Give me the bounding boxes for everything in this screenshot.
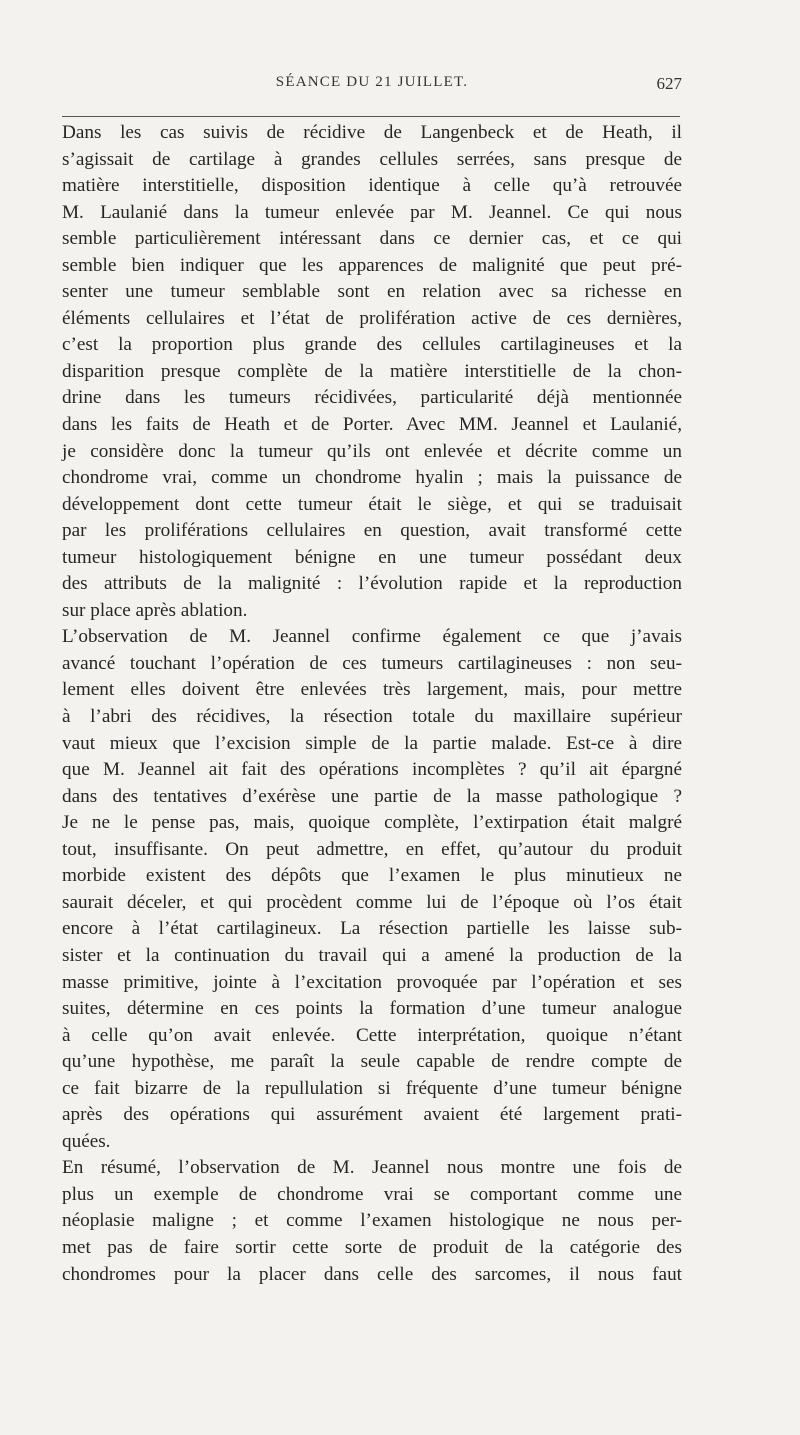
body-text <box>62 120 682 1288</box>
text-line: suites, détermine en ces points la formation d’une tumeur analogue <box>62 998 682 1020</box>
text-line: vaut mieux que l’excision simple de la partie malade. Est-ce à dire <box>62 732 682 754</box>
text-line: développement dont cette tumeur était le siège, et qui se traduisait <box>62 493 682 515</box>
paragraph-1 <box>62 120 682 624</box>
running-head: SÉANCE DU 21 JUILLET. <box>275 74 469 90</box>
page-header <box>62 74 682 98</box>
text-line: je considère donc la tumeur qu’ils ont enlevée et décrite comme un <box>62 440 682 462</box>
text-line: tumeur histologiquement bénigne en une tumeur possédant deux <box>62 546 682 568</box>
text-line: dans les faits de Heath et de Porter. Avec MM. Jeannel et Laulanié, <box>62 414 682 436</box>
text-line: saurait déceler, et qui procèdent comme lui de l’époque où l’os était <box>62 891 682 913</box>
text-line: à celle qu’on avait enlevée. Cette interprétation, quoique n’étant <box>62 1024 682 1046</box>
page-number: 627 <box>656 74 682 93</box>
text-line: disparition presque complète de la matière interstitielle de la chon- <box>62 360 682 382</box>
text-line: à l’abri des récidives, la résection totale du maxillaire supérieur <box>62 706 682 728</box>
text-line: chondrome vrai, comme un chondrome hyalin ; mais la puissance de <box>62 467 682 489</box>
text-line: dans des tentatives d’exérèse une partie de la masse pathologique ? <box>62 785 682 807</box>
text-line: sur place après ablation. <box>62 599 248 621</box>
text-line: s’agissait de cartilage à grandes cellules serrées, sans presque de <box>62 148 682 170</box>
text-line: plus un exemple de chondrome vrai se comportant comme une <box>62 1183 682 1205</box>
header-rule <box>62 116 680 117</box>
text-line: Je ne le pense pas, mais, quoique complète, l’extirpation était malgré <box>62 812 682 834</box>
paragraph-2 <box>62 624 682 1155</box>
text-line: quées. <box>62 1130 111 1152</box>
text-line: sister et la continuation du travail qui a amené la production de la <box>62 944 682 966</box>
text-line: L’observation de M. Jeannel confirme également ce que j’avais <box>62 626 682 648</box>
text-line: met pas de faire sortir cette sorte de produit de la catégorie des <box>62 1236 682 1258</box>
text-line: avancé touchant l’opération de ces tumeurs cartilagineuses : non seu- <box>62 652 682 674</box>
text-line: En résumé, l’observation de M. Jeannel nous montre une fois de <box>62 1157 682 1179</box>
text-line: matière interstitielle, disposition identique à celle qu’à retrouvée <box>62 175 682 197</box>
text-line: Dans les cas suivis de récidive de Langenbeck et de Heath, il <box>62 122 682 143</box>
text-line: M. Laulanié dans la tumeur enlevée par M. Jeannel. Ce qui nous <box>62 201 682 223</box>
text-line: senter une tumeur semblable sont en relation avec sa richesse en <box>62 281 682 303</box>
text-line: tout, insuffisante. On peut admettre, en effet, qu’autour du produit <box>62 838 682 860</box>
text-line: néoplasie maligne ; et comme l’examen histologique ne nous per- <box>62 1210 682 1232</box>
text-line: encore à l’état cartilagineux. La résection partielle les laisse sub- <box>62 918 682 940</box>
text-line: éléments cellulaires et l’état de prolifération active de ces dernières, <box>62 307 682 329</box>
text-line: c’est la proportion plus grande des cellules cartilagineuses et la <box>62 334 682 356</box>
text-line: semble bien indiquer que les apparences de malignité que peut pré- <box>62 254 682 276</box>
text-line: morbide existent des dépôts que l’examen le plus minutieux ne <box>62 865 682 887</box>
text-line: après des opérations qui assurément avaient été largement prati- <box>62 1104 682 1126</box>
text-line: masse primitive, jointe à l’excitation provoquée par l’opération et ses <box>62 971 682 993</box>
paragraph-3 <box>62 1155 682 1288</box>
text-line: des attributs de la malignité : l’évolution rapide et la reproduction <box>62 573 682 595</box>
text-line: chondromes pour la placer dans celle des sarcomes, il nous faut <box>62 1263 682 1285</box>
text-line: par les proliférations cellulaires en question, avait transformé cette <box>62 520 682 542</box>
text-line: qu’une hypothèse, me paraît la seule capable de rendre compte de <box>62 1051 682 1073</box>
text-line: que M. Jeannel ait fait des opérations incomplètes ? qu’il ait épargné <box>62 759 682 781</box>
text-line: drine dans les tumeurs récidivées, particularité déjà mentionnée <box>62 387 682 409</box>
text-line: ce fait bizarre de la repullulation si fréquente d’une tumeur bénigne <box>62 1077 682 1099</box>
text-line: lement elles doivent être enlevées très largement, mais, pour mettre <box>62 679 682 701</box>
text-line: semble particulièrement intéressant dans ce dernier cas, et ce qui <box>62 228 682 250</box>
